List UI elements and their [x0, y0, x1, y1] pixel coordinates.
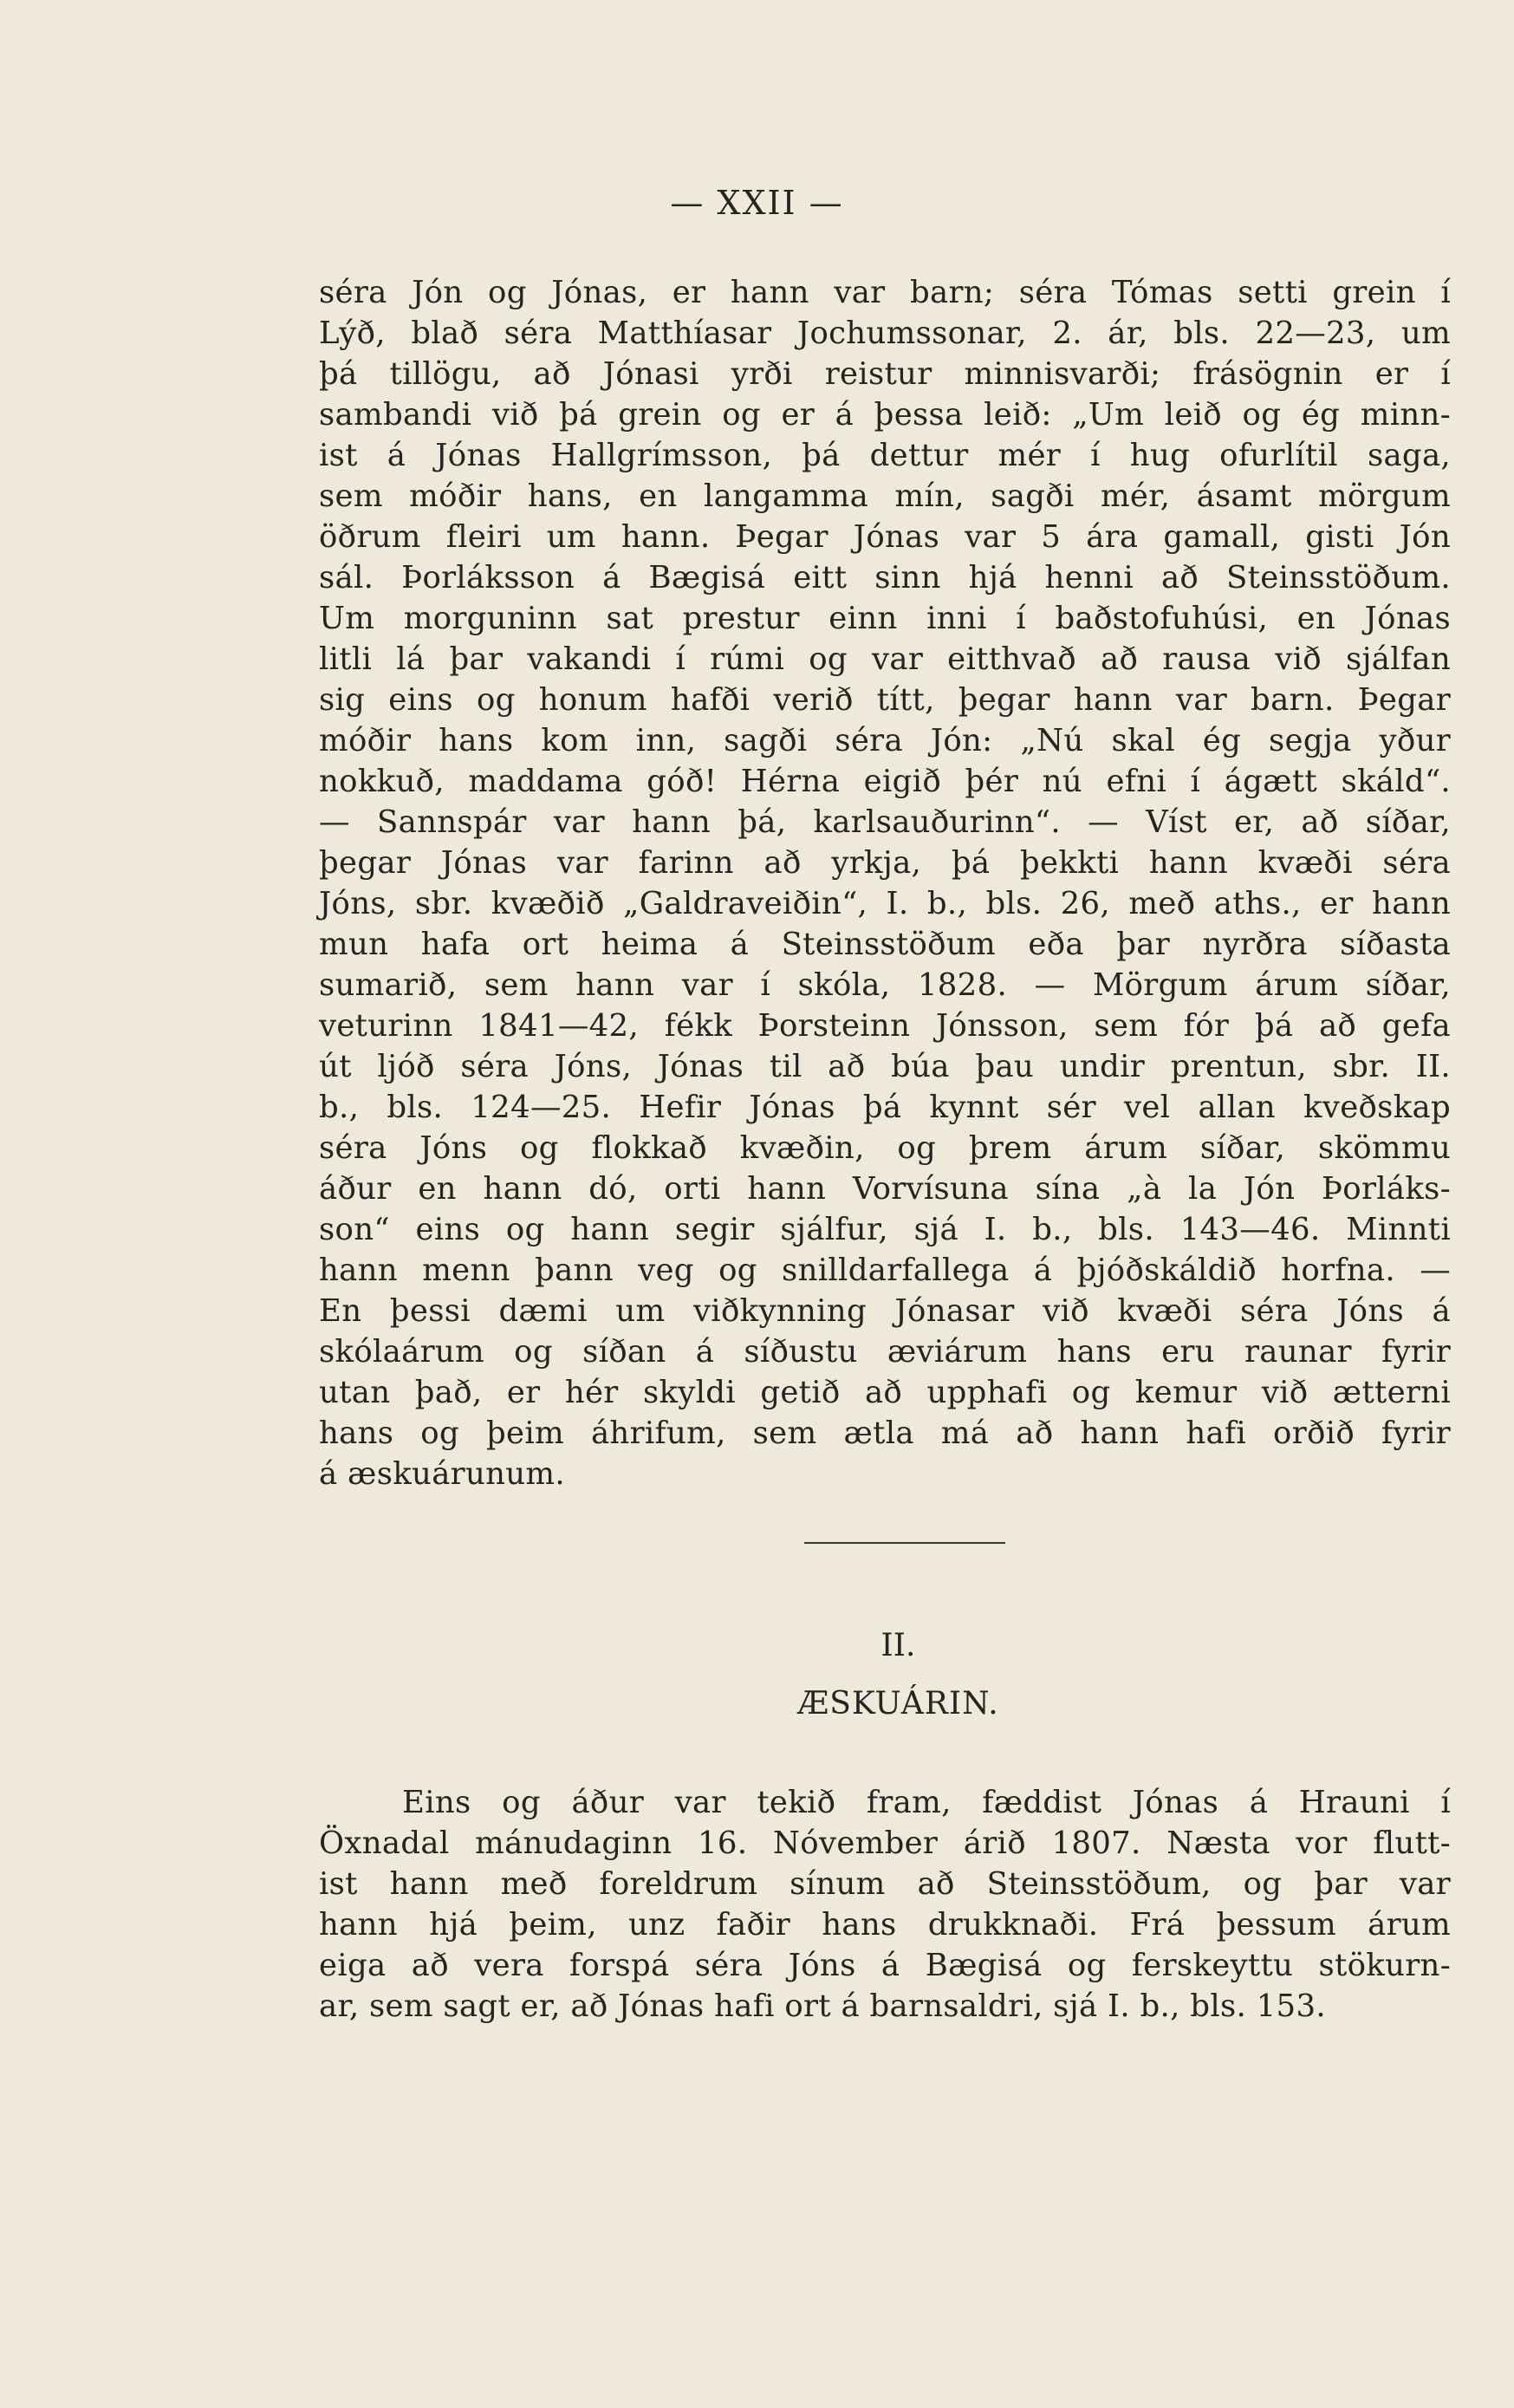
text-line: ar, sem sagt er, að Jónas hafi ort á barnsaldri, sjá I. b., bls. 153.: [319, 1988, 1326, 2024]
text-line: á æskuárunum.: [319, 1456, 565, 1492]
section-separator-rule: [804, 1542, 1005, 1544]
text-line: litli lá þar vakandi í rúmi og var eitthvað að rausa við sjálfan: [319, 641, 1451, 677]
text-line: eiga að vera forspá séra Jóns á Bægisá og ferskeyttu stökurn-: [319, 1948, 1451, 1983]
paragraph-continued: [319, 272, 1451, 1494]
text-line: áður en hann dó, orti hann Vorvísuna sína „à la Jón Þorláks-: [319, 1171, 1451, 1207]
text-line: En þessi dæmi um viðkynning Jónasar við kvæði séra Jóns á: [319, 1293, 1451, 1329]
text-line: sig eins og honum hafði verið títt, þegar hann var barn. Þegar: [319, 682, 1451, 718]
text-line: hans og þeim áhrifum, sem ætla má að hann hafi orðið fyrir: [319, 1416, 1451, 1451]
text-line: sambandi við þá grein og er á þessa leið: „Um leið og ég minn-: [319, 397, 1451, 433]
text-line: hann hjá þeim, unz faðir hans drukknaði. Frá þessum árum: [319, 1907, 1451, 1943]
section-title: ÆSKUÁRIN.: [797, 1686, 999, 1721]
text-line: ist hann með foreldrum sínum að Steinsstöðum, og þar var: [319, 1866, 1451, 1902]
text-line: þá tillögu, að Jónasi yrði reistur minnisvarði; frásögnin er í: [319, 356, 1451, 392]
text-line: ist á Jónas Hallgrímsson, þá dettur mér í hug ofurlítil saga,: [319, 438, 1451, 473]
text-line: b., bls. 124—25. Hefir Jónas þá kynnt sér vel allan kveðskap: [319, 1090, 1451, 1125]
text-line: skólaárum og síðan á síðustu æviárum hans eru raunar fyrir: [319, 1334, 1451, 1370]
text-line: Öxnadal mánudaginn 16. Nóvember árið 1807. Næsta vor flutt-: [319, 1826, 1451, 1861]
text-line: utan það, er hér skyldi getið að upphafi og kemur við ætterni: [319, 1375, 1451, 1410]
text-line: þegar Jónas var farinn að yrkja, þá þekkti hann kvæði séra: [319, 845, 1451, 881]
text-line: séra Jón og Jónas, er hann var barn; séra Tómas setti grein í: [319, 275, 1451, 310]
section-number: II.: [880, 1628, 916, 1663]
text-line: sál. Þorláksson á Bægisá eitt sinn hjá henni að Steinsstöðum.: [319, 560, 1451, 595]
text-line: út ljóð séra Jóns, Jónas til að búa þau undir prentun, sbr. II.: [319, 1049, 1451, 1084]
paragraph-aeskuarin: [319, 1782, 1451, 2027]
text-line: nokkuð, maddama góð! Hérna eigið þér nú efni í ágætt skáld“.: [319, 764, 1451, 799]
text-line: mun hafa ort heima á Steinsstöðum eða þar nyrðra síðasta: [319, 927, 1451, 962]
text-line: hann menn þann veg og snilldarfallega á þjóðskáldið horfna. —: [319, 1253, 1451, 1288]
text-line: sem móðir hans, en langamma mín, sagði mér, ásamt mörgum: [319, 478, 1451, 514]
text-line: veturinn 1841—42, fékk Þorsteinn Jónsson, sem fór þá að gefa: [319, 1008, 1451, 1044]
text-line: sumarið, sem hann var í skóla, 1828. — Mörgum árum síðar,: [319, 967, 1451, 1003]
text-line: Lýð, blað séra Matthíasar Jochumssonar, 2. ár, bls. 22—23, um: [319, 316, 1451, 351]
text-line: móðir hans kom inn, sagði séra Jón: „Nú skal ég segja yður: [319, 723, 1451, 758]
text-line: — Sannspár var hann þá, karlsauðurinn“. — Víst er, að síðar,: [319, 804, 1451, 840]
text-line: Jóns, sbr. kvæðið „Galdraveiðin“, I. b., bls. 26, með aths., er hann: [319, 886, 1451, 921]
text-line: séra Jóns og flokkað kvæðin, og þrem árum síðar, skömmu: [319, 1130, 1451, 1166]
text-line: öðrum fleiri um hann. Þegar Jónas var 5 ára gamall, gisti Jón: [319, 519, 1451, 555]
text-line: Um morguninn sat prestur einn inni í baðstofuhúsi, en Jónas: [319, 601, 1451, 636]
text-line: son“ eins og hann segir sjálfur, sjá I. b., bls. 143—46. Minnti: [319, 1212, 1451, 1247]
page-number: — XXII —: [670, 184, 844, 222]
text-line: Eins og áður var tekið fram, fæddist Jónas á Hrauni í: [402, 1785, 1451, 1820]
